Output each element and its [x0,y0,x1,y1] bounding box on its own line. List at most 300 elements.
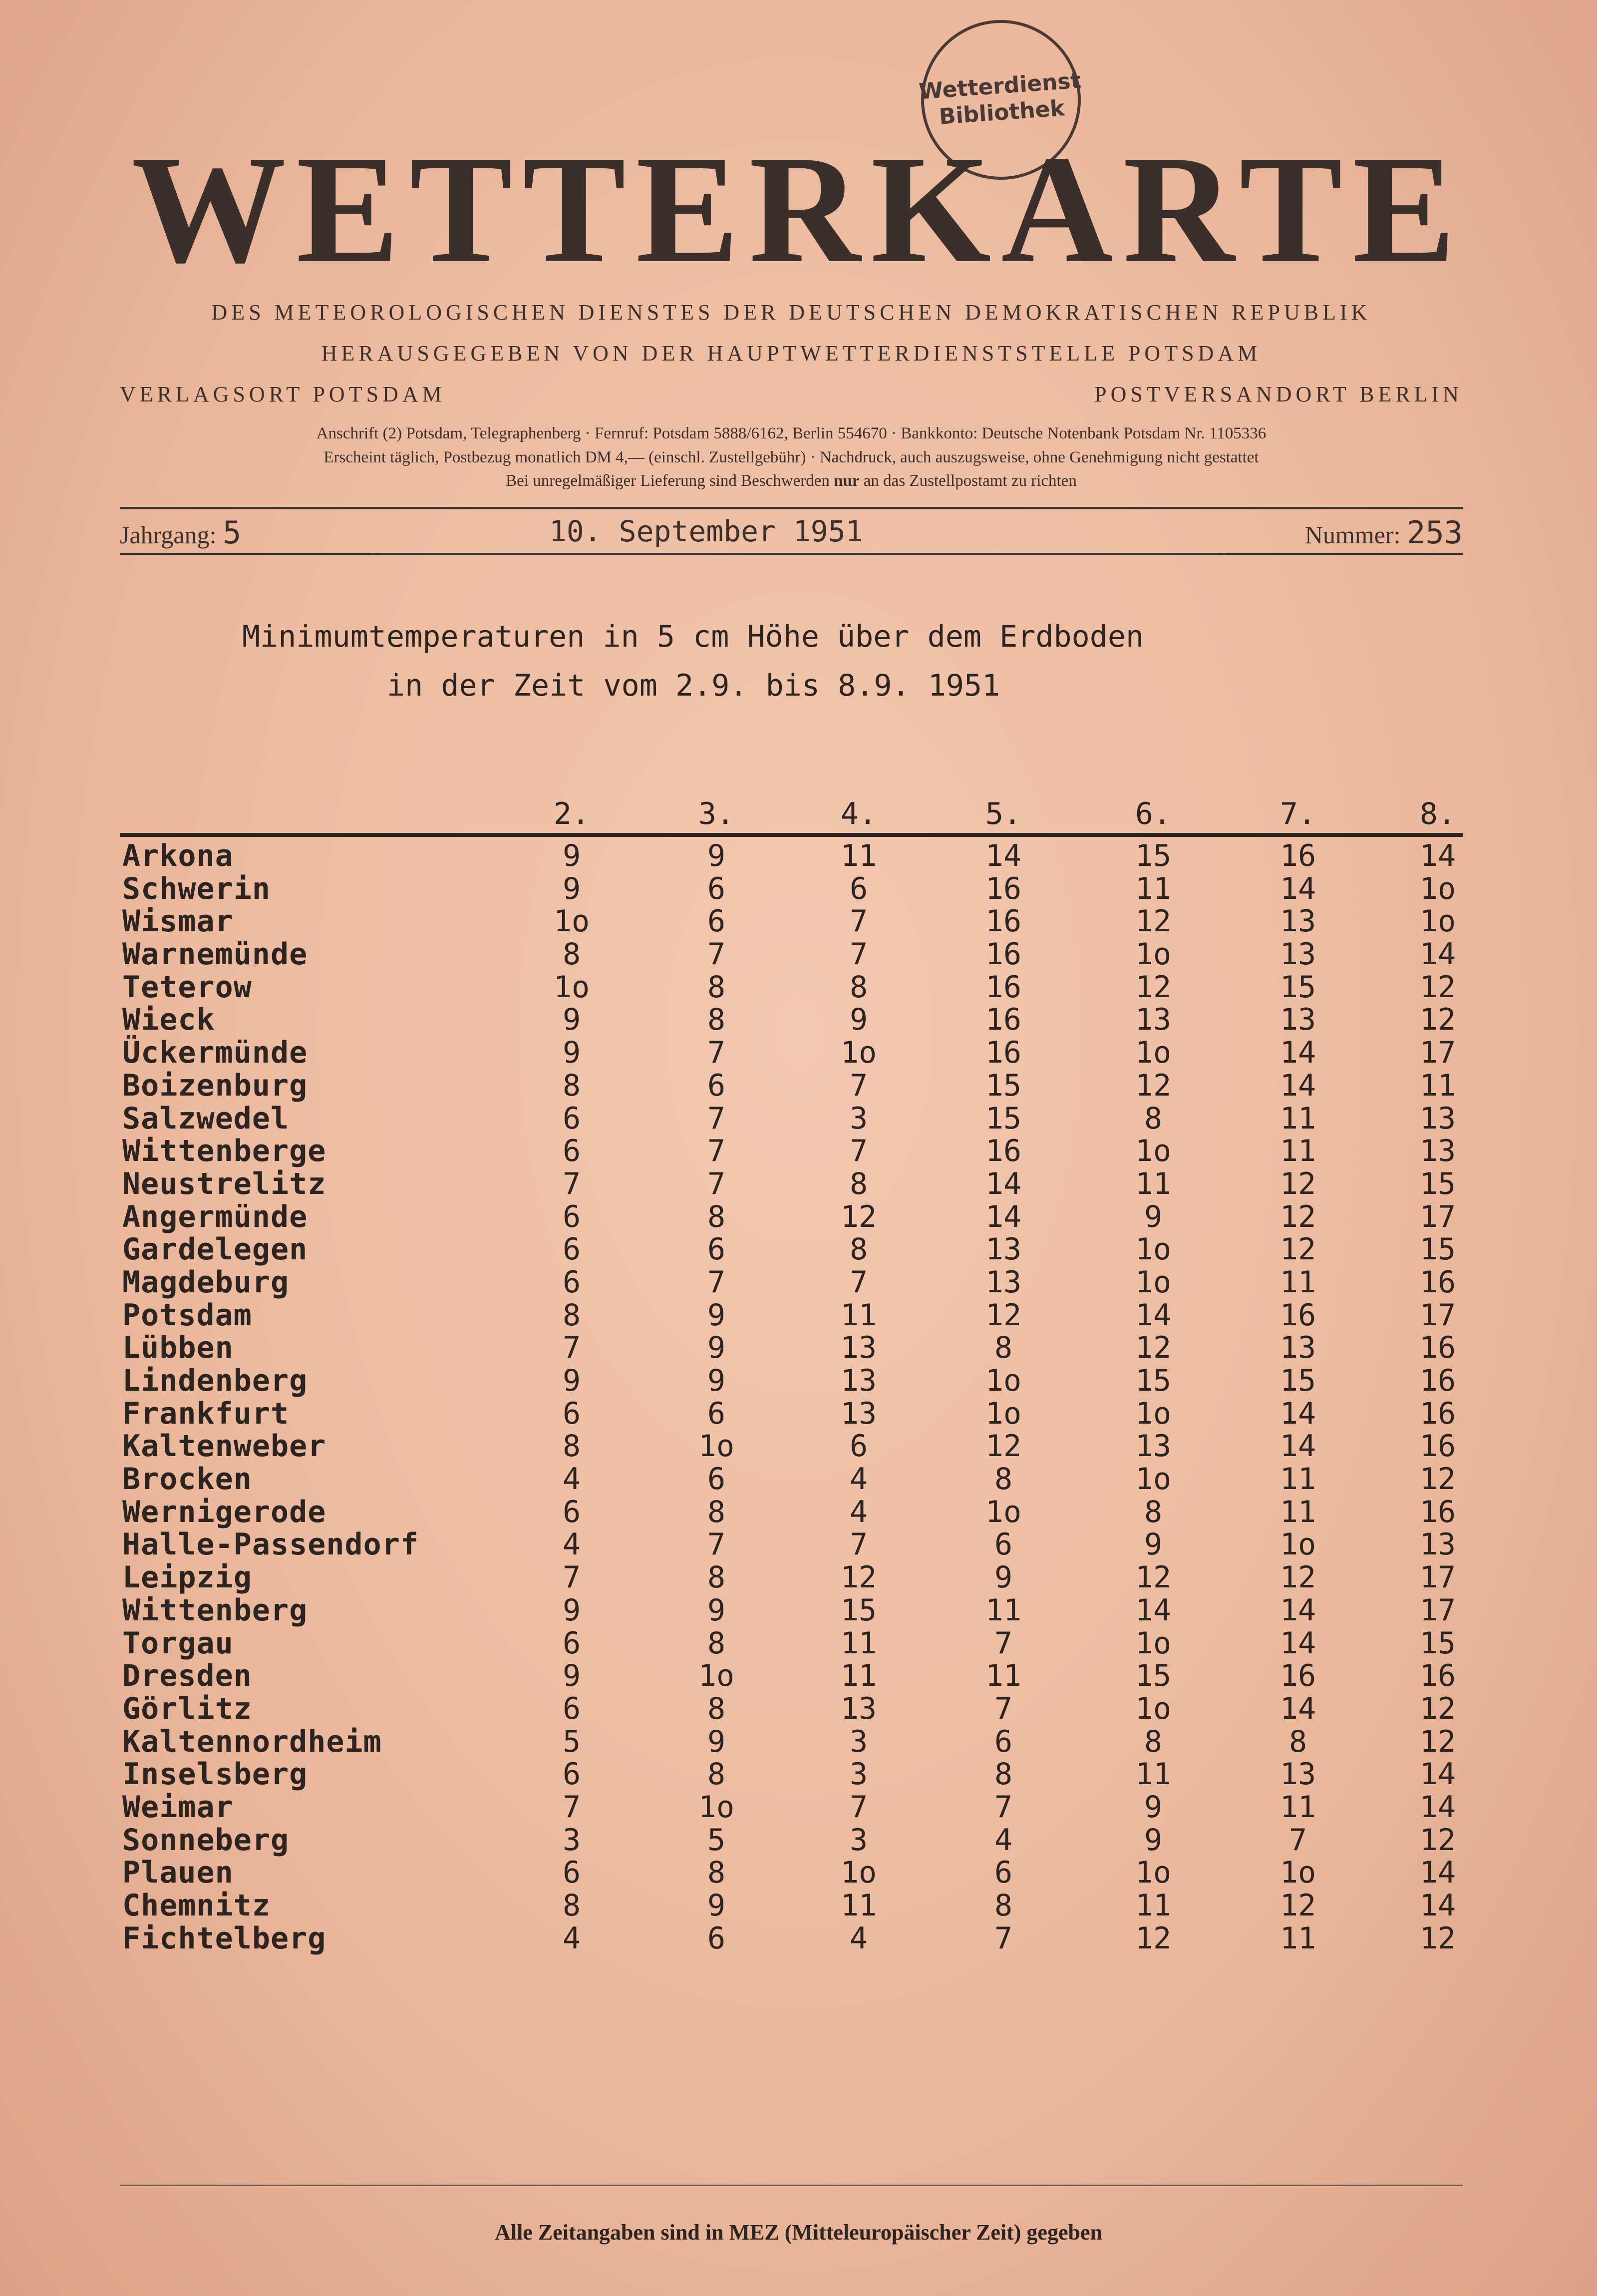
temperature-value: 13 [1135,1429,1172,1464]
temperature-value: 17 [1419,1592,1456,1628]
temperature-value: 3 [849,1757,868,1792]
temperature-value: 9 [562,1658,581,1694]
temperature-value: 14 [1279,871,1316,906]
temperature-value: 14 [1279,1625,1316,1661]
temperature-value: 9 [562,1002,581,1038]
station-name: Kaltenweber [122,1429,326,1464]
temperature-value: 7 [562,1166,581,1201]
temperature-value: 13 [985,1232,1022,1267]
temperature-value: 6 [562,1101,581,1136]
temperature-value: 6 [994,1527,1013,1562]
address-line-3-c: an das Zustellpostamt zu richten [859,472,1077,490]
temperature-value: 17 [1419,1297,1456,1333]
temperature-value: 8 [849,1166,868,1201]
temperature-value: 11 [1279,1264,1316,1300]
table-row [122,1888,1465,1921]
temperature-value: 12 [1135,969,1172,1005]
temperature-value: 14 [1279,1691,1316,1726]
station-name: Frankfurt [122,1396,290,1431]
temperature-value: 14 [1279,1396,1316,1431]
temperature-value: 8 [994,1757,1013,1792]
temperature-value: 8 [1144,1101,1163,1136]
table-row [122,1790,1465,1823]
temperature-value: 16 [985,1134,1022,1169]
station-name: Brocken [122,1462,252,1497]
temperature-value: 7 [849,1264,868,1300]
temperature-value: 16 [985,871,1022,906]
temperature-value: 1o [1135,1691,1172,1726]
station-name: Görlitz [122,1691,252,1726]
temperature-value: 7 [849,904,868,939]
temperature-value: 11 [1279,1462,1316,1497]
temperature-table [122,796,1465,1956]
column-header: 3. [698,796,735,831]
temperature-value: 13 [840,1691,877,1726]
temperature-value: 14 [1279,1429,1316,1464]
table-row [122,904,1465,937]
temperature-value: 16 [1419,1363,1456,1398]
temperature-value: 1o [1135,1855,1172,1891]
table-row [122,1593,1465,1626]
station-name: Halle-Passendorf [122,1527,419,1562]
temperature-value: 11 [1135,1888,1172,1923]
temperature-value: 11 [840,1625,877,1661]
temperature-value: 13 [1279,1330,1316,1366]
temperature-value: 11 [1279,1920,1316,1956]
temperature-value: 12 [1279,1232,1316,1267]
station-name: Weimar [122,1789,234,1825]
temperature-value: 9 [849,1002,868,1038]
table-row [122,1166,1465,1199]
table-row [122,1495,1465,1528]
temperature-value: 6 [562,1264,581,1300]
table-row [122,1560,1465,1593]
temperature-value: 11 [985,1592,1022,1628]
temperature-value: 16 [1419,1658,1456,1694]
temperature-value: 8 [707,1855,726,1891]
temperature-value: 9 [562,871,581,906]
temperature-value: 11 [1279,1494,1316,1530]
station-name: Neustrelitz [122,1166,326,1201]
temperature-value: 9 [562,1363,581,1398]
address-line-1: Anschrift (2) Potsdam, Telegraphenberg · Fernruf: Potsdam 5888/6162, Berlin 554670 · Bankkonto: Deutsche Notenbank Potsdam Nr. 1105336 [316,424,1267,442]
temperature-value: 1o [1279,1855,1316,1891]
temperature-value: 3 [849,1724,868,1759]
table-row [122,1823,1465,1856]
temperature-value: 6 [562,1232,581,1267]
temperature-value: 11 [985,1658,1022,1694]
temperature-value: 4 [562,1920,581,1956]
temperature-value: 1o [1135,1264,1172,1300]
station-name: Wieck [122,1002,215,1038]
temperature-value: 7 [707,1101,726,1136]
nummer [1305,514,1463,551]
temperature-value: 16 [1279,1658,1316,1694]
temperature-value: 15 [985,1068,1022,1103]
temperature-value: 15 [1419,1625,1456,1661]
station-name: Salzwedel [122,1101,290,1136]
table-row [122,1068,1465,1101]
table-row [122,1658,1465,1694]
temperature-value: 4 [562,1462,581,1497]
station-name: Wernigerode [122,1494,326,1530]
column-header: 7. [1279,796,1316,831]
table-title-line-2: in der Zeit vom 2.9. bis 8.9. 1951 [387,668,1000,703]
temperature-value: 15 [1135,1363,1172,1398]
temperature-value: 14 [1135,1592,1172,1628]
temperature-value: 14 [1279,1592,1316,1628]
address-line-3-a: Bei unregelmäßiger Lieferung sind Beschwerden [506,472,834,490]
temperature-value: 9 [562,838,581,873]
temperature-value: 9 [562,1592,581,1628]
temperature-value: 15 [1419,1166,1456,1201]
temperature-value: 1o [553,969,590,1005]
column-header: 4. [840,796,877,831]
table-row [122,1199,1465,1232]
temperature-value: 12 [1419,1920,1456,1956]
temperature-value: 1o [1419,871,1456,906]
jahrgang-label: Jahrgang: [120,521,217,549]
temperature-value: 9 [994,1560,1013,1595]
temperature-value: 1o [1279,1527,1316,1562]
temperature-value: 7 [707,1166,726,1201]
temperature-value: 16 [1279,1297,1316,1333]
temperature-value: 8 [707,1002,726,1038]
temperature-value: 9 [1144,1199,1163,1234]
temperature-value: 13 [1419,1527,1456,1562]
table-row [122,937,1465,970]
temperature-value: 13 [1279,1757,1316,1792]
address-line-3 [120,472,1463,490]
footer-rule [120,2185,1463,2186]
temperature-value: 14 [1419,1855,1456,1891]
station-name: Warnemünde [122,937,308,972]
temperature-value: 8 [707,969,726,1005]
temperature-value: 1o [1135,1232,1172,1267]
temperature-value: 6 [849,1429,868,1464]
temperature-value: 12 [840,1560,877,1595]
stamp-line-2: Bibliothek [938,95,1066,130]
temperature-value: 6 [562,1494,581,1530]
table-row [122,1757,1465,1790]
table-row [122,1626,1465,1659]
station-name: Chemnitz [122,1888,271,1923]
temperature-value: 14 [1419,1757,1456,1792]
temperature-value: 1o [840,1035,877,1071]
temperature-value: 15 [1279,1363,1316,1398]
temperature-value: 12 [1419,1822,1456,1858]
temperature-value: 8 [707,1494,726,1530]
station-name: Teterow [122,969,252,1005]
column-header: 5. [985,796,1022,831]
temperature-value: 6 [562,1691,581,1726]
temperature-value: 8 [562,1068,581,1103]
temperature-value: 16 [985,969,1022,1005]
temperature-value: 13 [840,1330,877,1366]
temperature-value: 8 [707,1757,726,1792]
table-row [122,1265,1465,1298]
temperature-value: 13 [1279,904,1316,939]
issue-line [120,509,1463,549]
table-row [122,838,1465,871]
temperature-value: 15 [1419,1232,1456,1267]
temperature-value: 6 [562,1396,581,1431]
station-name: Lübben [122,1330,234,1366]
temperature-value: 1o [1135,1625,1172,1661]
address-line-2: Erscheint täglich, Postbezug monatlich DM 4,— (einschl. Zustellgebühr) · Nachdruck, auch auszugsweise, ohne Genehmigung nicht gestattet [323,448,1259,466]
temperature-value: 6 [707,904,726,939]
temperature-value: 6 [994,1724,1013,1759]
temperature-value: 11 [840,838,877,873]
station-name: Gardelegen [122,1232,308,1267]
temperature-value: 16 [985,937,1022,972]
temperature-value: 7 [562,1330,581,1366]
temperature-value: 7 [849,1527,868,1562]
station-name: Magdeburg [122,1264,290,1300]
temperature-value: 8 [994,1462,1013,1497]
temperature-value: 12 [1135,1330,1172,1366]
temperature-value: 7 [849,1789,868,1825]
temperature-value: 12 [1279,1166,1316,1201]
temperature-value: 4 [849,1462,868,1497]
nummer-value: 253 [1407,514,1463,551]
column-header: 6. [1135,796,1172,831]
temperature-value: 4 [994,1822,1013,1858]
station-name: Angermünde [122,1199,308,1234]
postversandort: POSTVERSANDORT BERLIN [1094,382,1463,406]
temperature-value: 8 [562,1429,581,1464]
station-name: Fichtelberg [122,1920,326,1956]
temperature-value: 5 [707,1822,726,1858]
temperature-value: 15 [840,1592,877,1628]
table-row [122,1363,1465,1396]
temperature-value: 8 [1144,1724,1163,1759]
temperature-value: 12 [1279,1199,1316,1234]
table-row [122,1855,1465,1891]
temperature-value: 5 [562,1724,581,1759]
temperature-value: 12 [1135,1920,1172,1956]
temperature-value: 7 [994,1920,1013,1956]
temperature-value: 8 [1144,1494,1163,1530]
temperature-value: 16 [1419,1264,1456,1300]
temperature-value: 11 [1135,1166,1172,1201]
temperature-value: 17 [1419,1560,1456,1595]
temperature-value: 6 [707,1396,726,1431]
temperature-value: 16 [1279,838,1316,873]
temperature-value: 16 [1419,1330,1456,1366]
temperature-value: 12 [1419,1002,1456,1038]
temperature-value: 6 [562,1757,581,1792]
temperature-value: 9 [707,1330,726,1366]
temperature-value: 7 [849,1068,868,1103]
temperature-value: 6 [707,871,726,906]
temperature-value: 3 [849,1101,868,1136]
temperature-value: 16 [1419,1494,1456,1530]
temperature-value: 15 [985,1101,1022,1136]
table-row [122,1134,1465,1169]
temperature-value: 1o [1419,904,1456,939]
jahrgang-value: 5 [222,514,242,551]
temperature-value: 9 [707,1297,726,1333]
table-row [122,1429,1465,1462]
station-name: Torgau [122,1625,234,1661]
temperature-value: 15 [1135,838,1172,873]
temperature-value: 17 [1419,1199,1456,1234]
jahrgang [120,514,241,551]
temperature-value: 8 [849,1232,868,1267]
temperature-value: 9 [707,1888,726,1923]
temperature-value: 15 [1279,969,1316,1005]
address-line-3-b: nur [834,472,860,490]
table-row [122,970,1465,1003]
temperature-value: 7 [994,1691,1013,1726]
temperature-value: 14 [1279,1035,1316,1071]
table-row [122,1101,1465,1134]
temperature-value: 12 [1135,1068,1172,1103]
temperature-value: 8 [562,1297,581,1333]
temperature-value: 12 [1419,1691,1456,1726]
temperature-value: 6 [707,1232,726,1267]
temperature-value: 13 [1279,1002,1316,1038]
table-row [122,1462,1465,1495]
station-name: Boizenburg [122,1068,308,1103]
temperature-value: 16 [985,1035,1022,1071]
temperature-value: 11 [840,1658,877,1694]
temperature-value: 1o [985,1396,1022,1431]
temperature-value: 3 [849,1822,868,1858]
temperature-value: 14 [1419,1789,1456,1825]
temperature-value: 6 [707,1068,726,1103]
column-header: 8. [1419,796,1456,831]
temperature-value: 1o [1135,1396,1172,1431]
temperature-value: 13 [1279,937,1316,972]
temperature-value: 6 [562,1855,581,1891]
temperature-value: 14 [985,838,1022,873]
table-row [122,1002,1465,1038]
temperature-value: 14 [1419,937,1456,972]
temperature-value: 7 [849,1134,868,1169]
table-row [122,1691,1465,1724]
temperature-value: 13 [1419,1101,1456,1136]
temperature-value: 3 [562,1822,581,1858]
temperature-value: 6 [707,1462,726,1497]
table-body [122,838,1465,1956]
temperature-value: 1o [698,1429,735,1464]
issue-rule-bottom [120,553,1463,555]
temperature-value: 1o [1135,1462,1172,1497]
temperature-value: 9 [1144,1527,1163,1562]
temperature-value: 8 [562,937,581,972]
temperature-value: 11 [1135,871,1172,906]
table-row [122,1232,1465,1265]
temperature-value: 16 [985,904,1022,939]
temperature-value: 1o [1135,937,1172,972]
subtitle-editor: HERAUSGEGEBEN VON DER HAUPTWETTERDIENSTSTELLE POTSDAM [321,341,1262,366]
temperature-value: 1o [1135,1035,1172,1071]
station-name: Wismar [122,904,234,939]
temperature-value: 7 [562,1789,581,1825]
temperature-value: 9 [707,1724,726,1759]
temperature-value: 6 [562,1625,581,1661]
temperature-value: 11 [1135,1757,1172,1792]
station-name: Leipzig [122,1560,252,1595]
table-title-line-1: Minimumtemperaturen in 5 cm Höhe über dem Erdboden [242,619,1144,654]
station-name: Potsdam [122,1297,252,1333]
temperature-value: 15 [1135,1658,1172,1694]
temperature-value: 1o [985,1494,1022,1530]
temperature-value: 12 [1419,1462,1456,1497]
column-header: 2. [553,796,590,831]
station-name: Lindenberg [122,1363,308,1398]
temperature-value: 12 [985,1429,1022,1464]
temperature-value: 8 [707,1560,726,1595]
temperature-value: 12 [1135,1560,1172,1595]
temperature-value: 1o [698,1658,735,1694]
temperature-value: 8 [994,1330,1013,1366]
temperature-value: 16 [1419,1429,1456,1464]
temperature-value: 12 [1279,1888,1316,1923]
temperature-value: 7 [707,1035,726,1071]
temperature-value: 11 [840,1888,877,1923]
temperature-value: 9 [1144,1822,1163,1858]
station-name: Sonneberg [122,1822,290,1858]
temperature-value: 12 [1135,904,1172,939]
temperature-value: 13 [1419,1134,1456,1169]
masthead-title: WETTERKARTE [131,124,1466,295]
temperature-value: 11 [1279,1789,1316,1825]
table-row [122,1921,1465,1954]
temperature-value: 7 [562,1560,581,1595]
table-row [122,1396,1465,1429]
place-line [120,382,1463,407]
stamp-line-1: Wetterdienst [918,67,1082,105]
temperature-value: 6 [849,871,868,906]
temperature-value: 7 [707,1527,726,1562]
temperature-value: 8 [707,1625,726,1661]
temperature-value: 16 [1419,1396,1456,1431]
temperature-value: 1o [698,1789,735,1825]
temperature-value: 11 [1279,1101,1316,1136]
temperature-value: 14 [985,1199,1022,1234]
temperature-value: 6 [994,1855,1013,1891]
temperature-value: 8 [1288,1724,1307,1759]
station-name: Plauen [122,1855,234,1891]
temperature-value: 14 [1279,1068,1316,1103]
temperature-value: 14 [1419,838,1456,873]
temperature-value: 9 [707,838,726,873]
temperature-value: 13 [985,1264,1022,1300]
footer-note: Alle Zeitangaben sind in MEZ (Mitteleuropäischer Zeit) gegeben [495,2220,1102,2245]
temperature-value: 12 [985,1297,1022,1333]
temperature-value: 13 [840,1363,877,1398]
station-name: Inselsberg [122,1757,308,1792]
temperature-value: 12 [1279,1560,1316,1595]
temperature-value: 7 [849,937,868,972]
temperature-value: 11 [840,1297,877,1333]
station-name: Ückermünde [122,1035,308,1071]
temperature-value: 1o [840,1855,877,1891]
station-name: Wittenberge [122,1134,326,1169]
nummer-label: Nummer: [1304,521,1401,549]
temperature-value: 7 [707,937,726,972]
temperature-value: 1o [553,904,590,939]
issue-date: 10. September 1951 [549,514,863,548]
station-name: Arkona [122,838,234,873]
temperature-value: 7 [994,1625,1013,1661]
table-row [122,1527,1465,1560]
temperature-value: 8 [707,1691,726,1726]
verlagsort: VERLAGSORT POTSDAM [120,382,446,406]
